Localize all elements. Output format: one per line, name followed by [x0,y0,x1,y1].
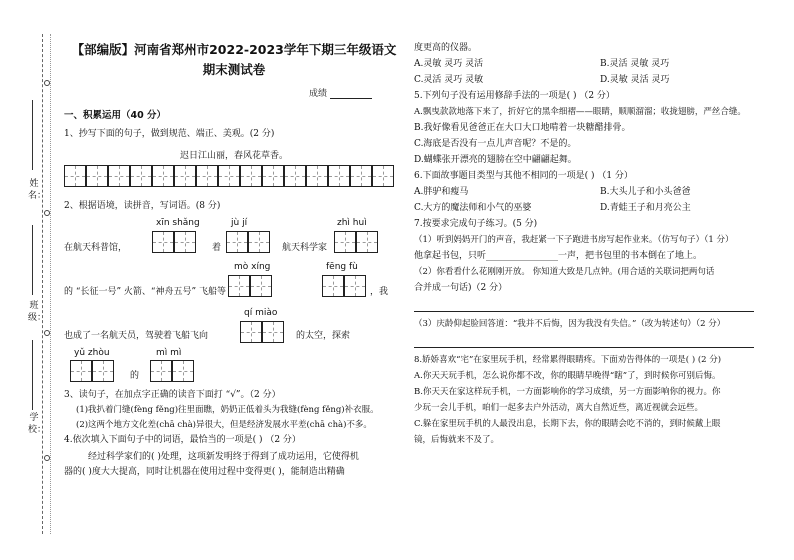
grid-cell[interactable] [328,165,350,187]
q4-option-d[interactable]: D.灵敏 灵活 灵巧 [600,75,670,85]
name-field-label: 姓名： [28,179,47,201]
question-6-options-ab [414,184,786,200]
q5-option-d[interactable]: D.蝴蝶张开漂亮的翅膀在空中翩翩起舞。 [414,155,577,165]
q8-option-a[interactable]: A.你天天玩手机，怎么说你都不改，你的眼睛早晚得“瞎”了，到时候你可别后悔。 [414,371,721,381]
school-blank-line [32,340,33,410]
exam-title-line1: 【部编版】河南省郑州市2022-2023学年下期三年级语文 [71,42,397,57]
class-blank-line [32,225,33,295]
answer-box-mimi[interactable] [150,360,194,382]
grid-cell[interactable] [218,165,240,187]
pinyin-8: mì mì [156,348,182,358]
q7-sub-2: （2）你看看什么花刚刚开放。 你知道大致是几点钟。(用合适的关联词把两句话 [414,267,715,277]
q6-option-d[interactable]: D.青蛙王子和月亮公主 [600,203,691,213]
question-2-area [64,214,404,384]
q5-option-c[interactable]: C.海底是否没有一点儿声音呢？不是的。 [414,139,577,149]
q2-fragment-2: 着 [212,243,222,253]
q7-sub-2-cont: 合并成一句话)（2 分） [414,283,508,293]
question-2: 2、根据语境，读拼音，写词语。(8 分) [64,201,221,211]
q7-sub-1-blank[interactable]: 他拿起书包，只听________________一声，把书包里的书本倒在了地上。 [414,251,703,261]
binding-dashed-line [42,34,43,534]
q7-answer-line-1[interactable] [414,298,754,312]
q2-fragment-4: 的 “长征一号” 火箭、“神舟五号” 飞船等 [64,287,226,297]
q4-option-b[interactable]: B.灵活 灵敏 灵巧 [600,59,670,69]
q2-fragment-5: ，我 [370,287,389,297]
q2-fragment-6: 也成了一名航天员，驾驶着飞船飞向 [64,331,209,341]
question-6: 6.下面故事题目类型与其他不相同的一项是( ) （1 分） [414,171,633,181]
q2-fragment-8: 的 [130,371,140,381]
q7-sub-3: （3）庆龄仰起脸回答道：“我并不后悔，因为我没有失信。”（改为转述句）（2 分） [414,319,726,329]
binding-hole [44,80,50,86]
answer-box-moxing[interactable] [228,275,272,297]
pinyin-3: zhì huì [337,218,367,228]
binding-hole [44,330,50,336]
answer-box-fengfu[interactable] [322,275,366,297]
pinyin-4: mò xíng [234,262,271,272]
right-column [414,40,786,448]
pinyin-6: qí miào [244,308,278,318]
grid-cell[interactable] [262,165,284,187]
grid-cell[interactable] [108,165,130,187]
grid-cell[interactable] [306,165,328,187]
binding-dotted-line [50,34,51,534]
binding-hole [44,455,50,461]
class-field-label: 班级： [28,301,47,323]
question-3-sentence-2: (2)这两个地方文化差(chā chà)异很大，但是经济发展水平差(chā chà)不多。 [76,420,372,430]
q8-option-c-line-1[interactable]: C.躲在家里玩手机的人最没出息，长期下去，你的眼睛会吃不消的，到时候戴上眼 [414,419,721,429]
q5-option-b[interactable]: B.我好像看见爸爸正在大口大口地啃着一块糖醋排骨。 [414,123,631,133]
question-4-line-1: 经过科学家们的( )处理，这项新发明终于得到了成功运用，它使得机 [88,452,359,462]
pinyin-7: yǔ zhòu [74,348,110,358]
answer-box-xinshang[interactable] [152,231,196,253]
q4-option-c[interactable]: C.灵活 灵巧 灵敏 [414,75,484,85]
question-4: 4.依次填入下面句子中的词语，最恰当的一项是( ) （2 分） [64,435,301,445]
question-7: 7.按要求完成句子练习。(5 分) [414,219,538,229]
question-5: 5.下列句子没有运用修辞手法的一项是( ) （2 分） [414,91,615,101]
pinyin-5: fēng fù [326,262,358,272]
q2-fragment-3: 航天科学家 [282,243,328,253]
answer-box-qimiao[interactable] [240,321,284,343]
q6-option-c[interactable]: C.大方的魔法师和小气的巫婆 [414,203,532,213]
q6-option-a[interactable]: A.胖驴和瘦马 [414,187,469,197]
grid-cell[interactable] [86,165,108,187]
pinyin-2: jù jí [231,218,248,228]
grid-cell[interactable] [130,165,152,187]
answer-box-yuzhou[interactable] [70,360,114,382]
q7-answer-line-2[interactable] [414,334,754,348]
grid-cell[interactable] [350,165,372,187]
grid-cell[interactable] [64,165,86,187]
grid-cell[interactable] [152,165,174,187]
grid-cell[interactable] [196,165,218,187]
q2-fragment-7: 的太空，探索 [296,331,351,341]
q2-fragment-1: 在航天科普馆， [64,243,128,253]
answer-box-juji[interactable] [226,231,270,253]
exam-title-line2: 期末测试卷 [202,62,266,77]
writing-grid[interactable] [64,165,404,187]
binding-margin [0,0,58,560]
copy-sentence: 迟日江山丽，春风花草香。 [179,151,288,161]
grid-cell[interactable] [174,165,196,187]
question-4-options-ab [414,56,786,72]
score-blank[interactable] [330,98,372,99]
question-4-line-2: 器的( )度大大提高，同时让机器在使用过程中变得更( )，能制造出精确 [64,467,345,477]
q4-option-a[interactable]: A.灵敏 灵巧 灵活 [414,59,484,69]
score-label: 成绩 [309,89,328,99]
grid-cell[interactable] [240,165,262,187]
q8-option-b-line-1[interactable]: B.你天天在家这样玩手机，一方面影响你的学习成绩，另一方面影响你的视力。你 [414,387,721,397]
q5-option-a[interactable]: A.飘曳款款地落下来了，折好它的黑伞细褶——眼睛，顺顺溜溜；收拢翅膀，严丝合缝。 [414,107,746,117]
name-blank-line [32,100,33,170]
pinyin-1: xīn shǎng [156,218,200,228]
question-1: 1、抄写下面的句子，做到规范、端正、美观。(2 分) [64,129,275,139]
section-1-heading: 一、积累运用（40 分） [64,110,167,121]
question-4-line-3: 度更高的仪器。 [414,43,478,53]
question-3: 3、读句子，在加点字正确的读音下面打 “√”。（2 分） [64,390,281,400]
left-column [64,40,404,480]
question-4-options-cd [414,72,786,88]
q7-sub-1: （1）听到妈妈开门的声音，我赶紧一下子跑进书房写起作业来。（仿写句子）（1 分） [414,235,734,245]
score-field [309,86,404,99]
question-6-options-cd [414,200,786,216]
question-3-sentence-1: (1)我扒着门缝(fèng fěng)往里面瞧，奶奶正低着头为我缝(fèng fěng)补衣服。 [76,405,379,415]
q8-option-c-line-2: 镜，后悔就来不及了。 [414,435,500,445]
binding-hole [44,210,50,216]
answer-box-zhihui[interactable] [334,231,378,253]
question-8: 8.娇娇喜欢“宅”在家里玩手机，经常累得眼睛疼。下面劝告得体的一项是( ) (2 分) [414,355,722,365]
q8-option-b-line-2: 少玩一会儿手机，咱们一起多去户外活动，离大自然近些，离近视就会远些。 [414,403,704,413]
grid-cell[interactable] [372,165,394,187]
school-field-label: 学校： [28,413,47,435]
grid-cell[interactable] [284,165,306,187]
q6-option-b[interactable]: B.大头儿子和小头爸爸 [600,187,691,197]
